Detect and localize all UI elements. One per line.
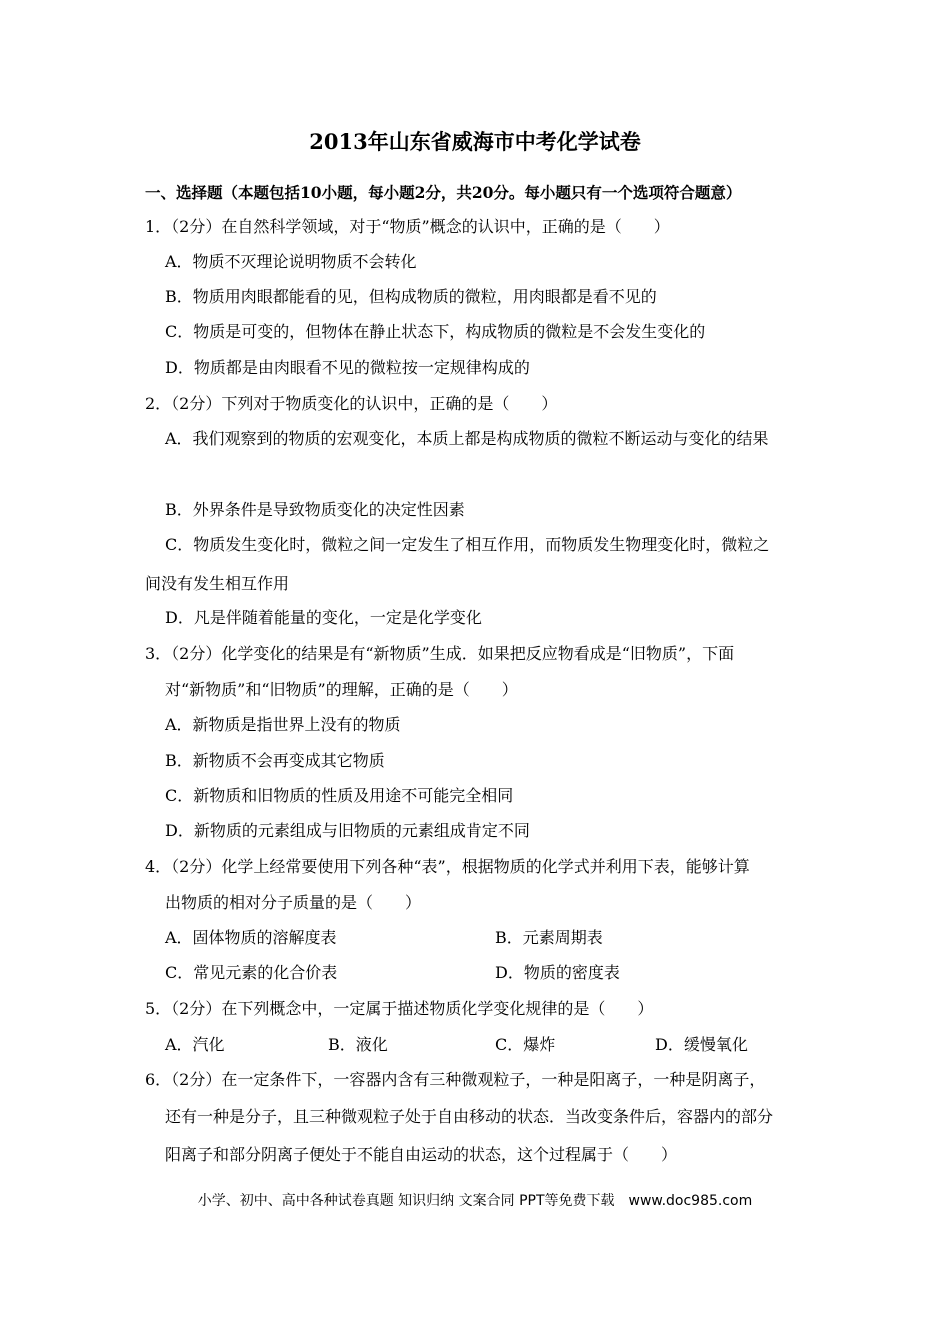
q3-option-a: A．新物质是指世界上没有的物质 bbox=[165, 715, 401, 734]
q4-stem-line1: 4．（2分）化学上经常要使用下列各种“表”，根据物质的化学式并利用下表，能够计算 bbox=[145, 857, 750, 876]
q1-option-b: B．物质用肉眼都能看的见，但构成物质的微粒，用肉眼都是看不见的 bbox=[165, 287, 657, 306]
q1-stem: 1．（2分）在自然科学领域，对于“物质”概念的认识中，正确的是（ ） bbox=[145, 217, 670, 236]
q2-option-d: D．凡是伴随着能量的变化，一定是化学变化 bbox=[165, 608, 482, 627]
q3-option-d: D．新物质的元素组成与旧物质的元素组成肯定不同 bbox=[165, 821, 530, 840]
q3-stem-line1: 3．（2分）化学变化的结果是有“新物质”生成．如果把反应物看成是“旧物质”，下面 bbox=[145, 644, 735, 663]
page-footer: 小学、初中、高中各种试卷真题 知识归纳 文案合同 PPT等免费下载 www.doc985.com bbox=[197, 1193, 753, 1209]
q4-option-c: C．常见元素的化合价表 bbox=[165, 963, 338, 982]
q6-stem-line2: 还有一种是分子，且三种微观粒子处于自由移动的状态．当改变条件后，容器内的部分 bbox=[165, 1107, 774, 1126]
q1-option-c: C．物质是可变的，但物体在静止状态下，构成物质的微粒是不会发生变化的 bbox=[165, 322, 706, 341]
q1-option-d: D．物质都是由肉眼看不见的微粒按一定规律构成的 bbox=[165, 358, 530, 377]
q2-option-b: B．外界条件是导致物质变化的决定性因素 bbox=[165, 500, 465, 519]
q5-option-b: B．液化 bbox=[328, 1035, 388, 1054]
exam-title: 2013年山东省威海市中考化学试卷 bbox=[309, 129, 641, 154]
q6-stem-line3: 阳离子和部分阴离子便处于不能自由运动的状态，这个过程属于（ ） bbox=[165, 1145, 678, 1164]
q3-option-c: C．新物质和旧物质的性质及用途不可能完全相同 bbox=[165, 786, 514, 805]
q4-stem-line2: 出物质的相对分子质量的是（ ） bbox=[165, 893, 422, 912]
q4-option-b: B．元素周期表 bbox=[495, 928, 603, 947]
q5-stem: 5．（2分）在下列概念中，一定属于描述物质化学变化规律的是（ ） bbox=[145, 999, 654, 1018]
q2-option-c-line2: 间没有发生相互作用 bbox=[145, 574, 290, 593]
q6-stem-line1: 6．（2分）在一定条件下，一容器内含有三种微观粒子，一种是阳离子，一种是阴离子， bbox=[145, 1070, 766, 1089]
q2-option-a: A．我们观察到的物质的宏观变化，本质上都是构成物质的微粒不断运动与变化的结果 bbox=[165, 429, 769, 448]
q2-stem: 2．（2分）下列对于物质变化的认识中，正确的是（ ） bbox=[145, 394, 558, 413]
q4-option-d: D．物质的密度表 bbox=[495, 963, 620, 982]
q1-option-a: A．物质不灭理论说明物质不会转化 bbox=[165, 252, 417, 271]
q4-option-a: A．固体物质的溶解度表 bbox=[165, 928, 337, 947]
section-heading: 一、选择题（本题包括10小题，每小题2分，共20分。每小题只有一个选项符合题意） bbox=[145, 183, 742, 202]
q5-option-a: A．汽化 bbox=[165, 1035, 225, 1054]
q2-option-c-line1: C．物质发生变化时，微粒之间一定发生了相互作用，而物质发生物理变化时，微粒之 bbox=[165, 535, 770, 554]
q5-option-c: C．爆炸 bbox=[495, 1035, 556, 1054]
q5-option-d: D．缓慢氧化 bbox=[655, 1035, 748, 1054]
q3-stem-line2: 对“新物质”和“旧物质”的理解，正确的是（ ） bbox=[165, 680, 518, 699]
q3-option-b: B．新物质不会再变成其它物质 bbox=[165, 751, 385, 770]
